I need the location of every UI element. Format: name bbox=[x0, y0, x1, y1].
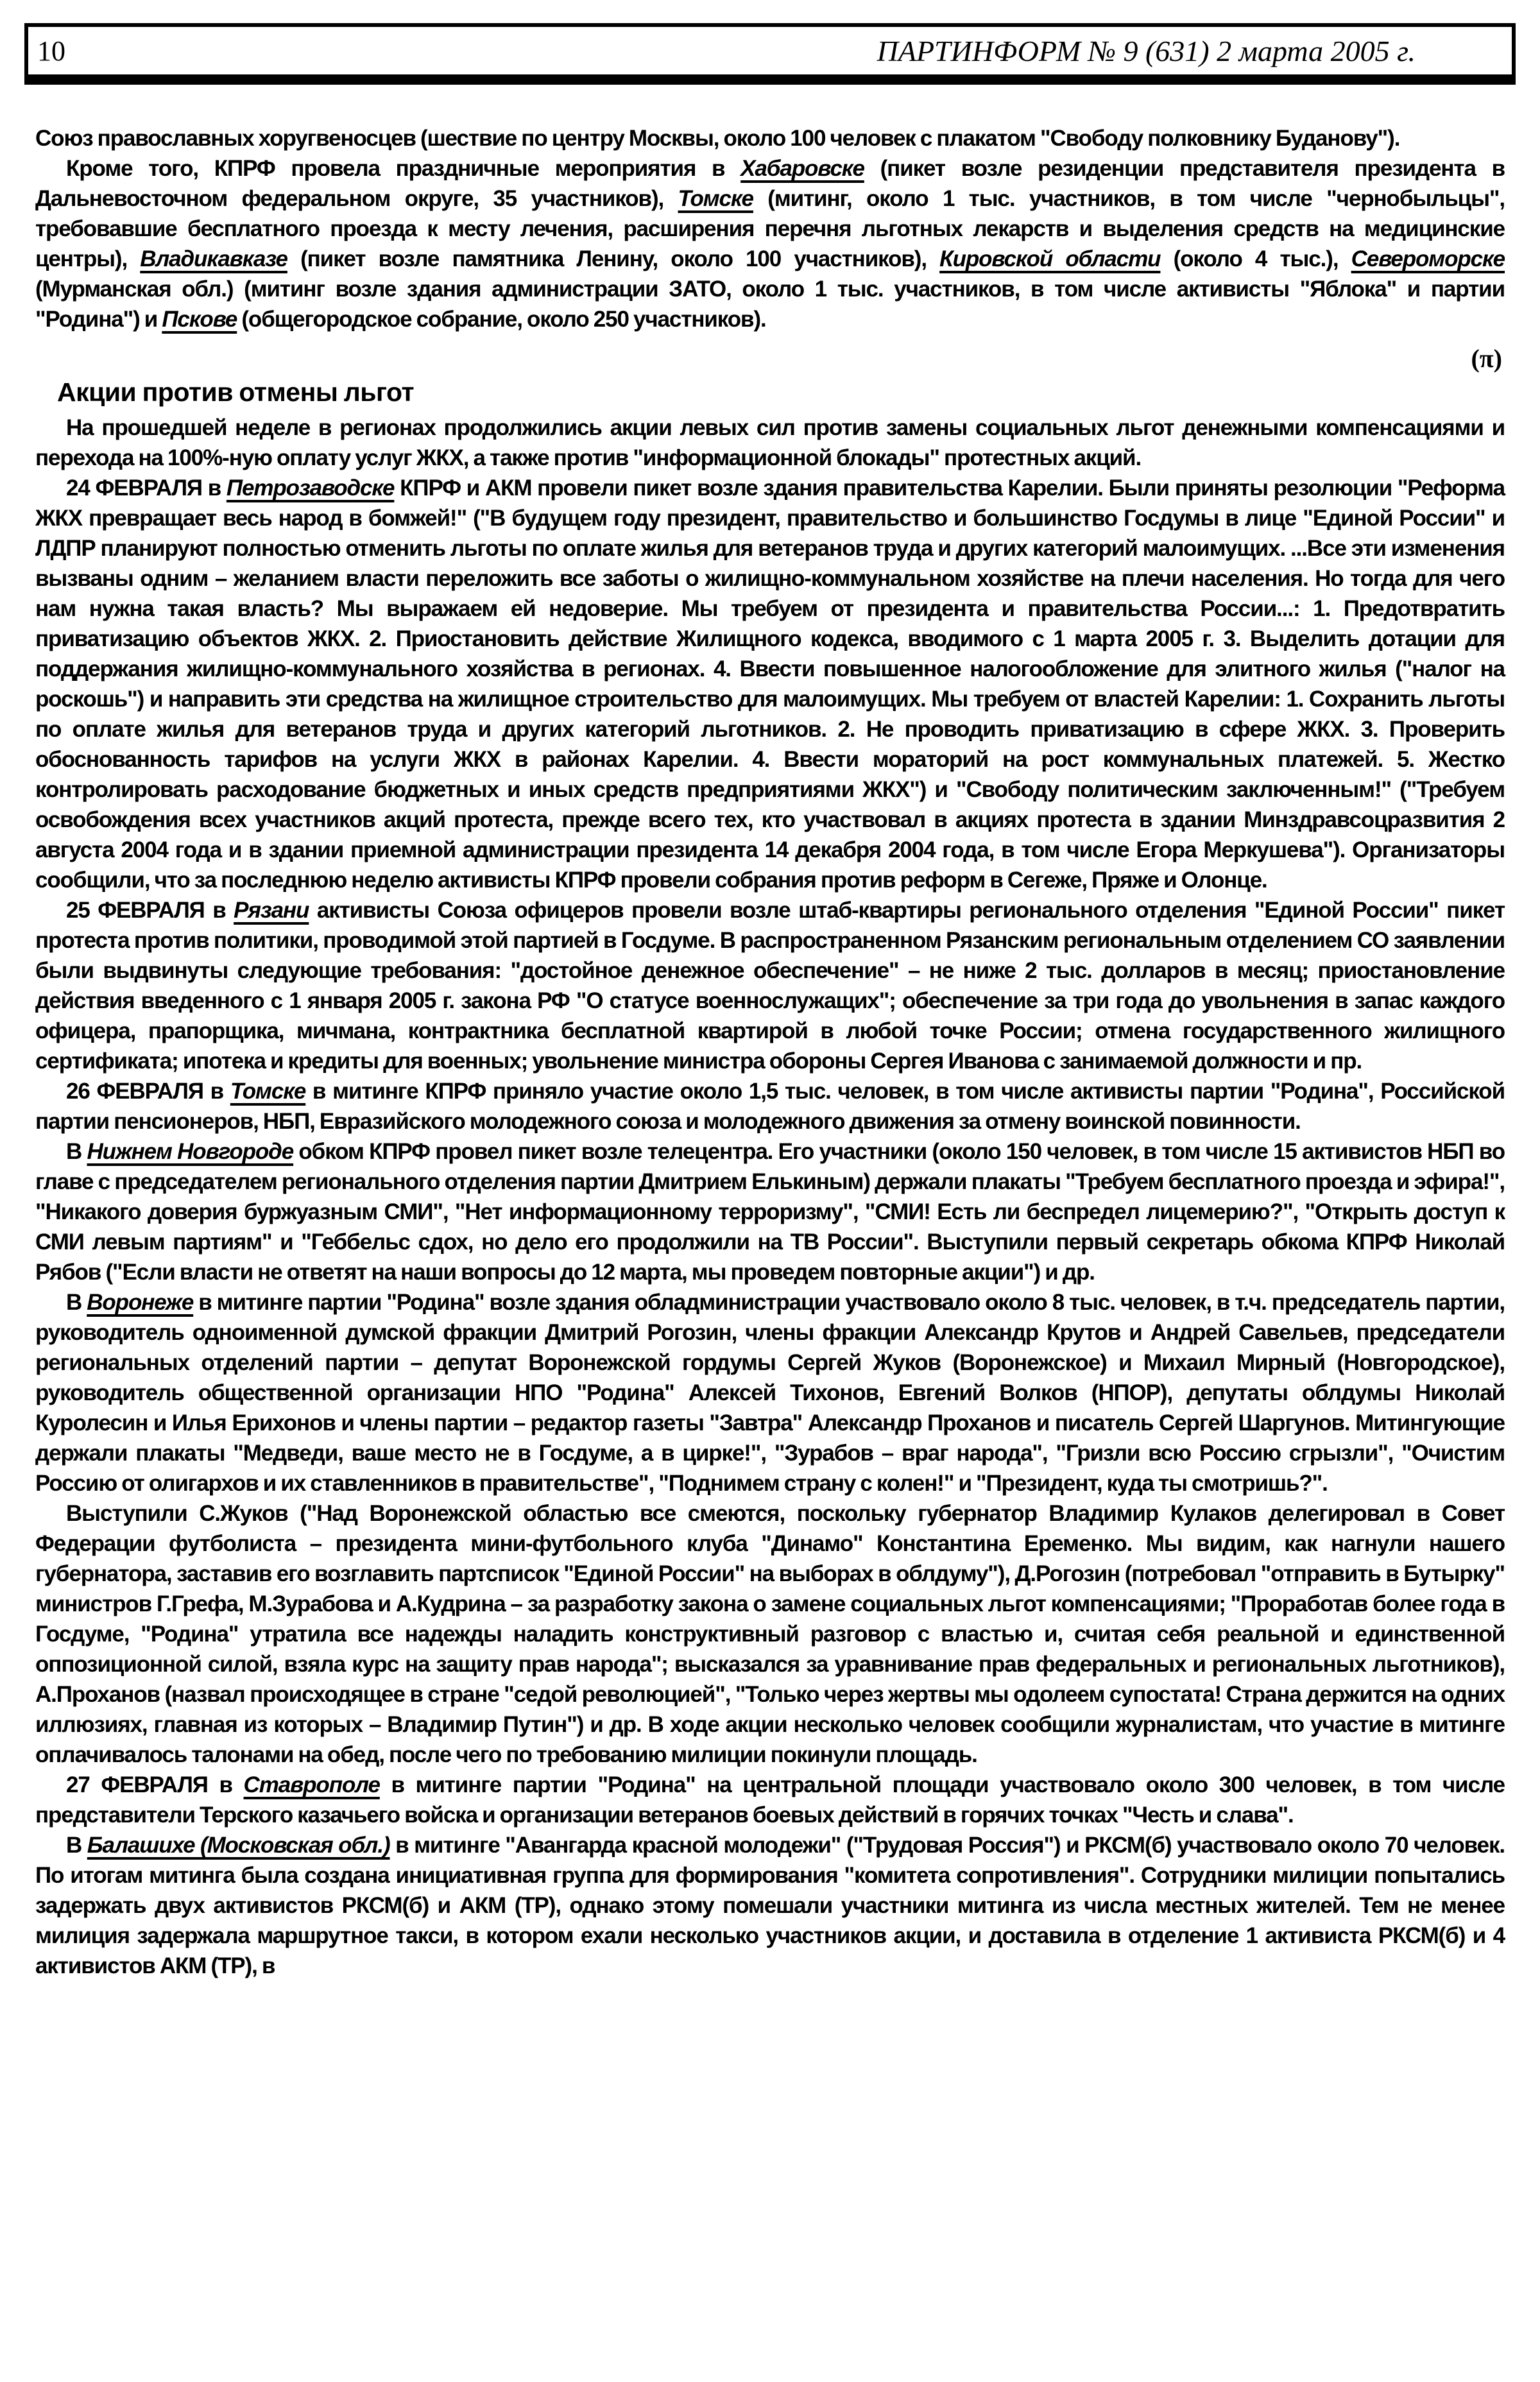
text-run: (митинг, около 1 тыс. участников, в том числе "чернобыльцы", требовавшие бесплатного проезда к месту лечения, расширения перечня льготных лекарств и выделения средств на медицинские центры), bbox=[35, 186, 1505, 271]
text-run: в митинге "Авангарда красной молодежи" ("Трудовая Россия") и РКСМ(б) участвовало около 70 человек. По итогам митинга была создана инициативная группа для формирования "комитета сопротивления". Сотрудники милиции попытались задержать двух активистов РКСМ(б) и АКМ (ТР), однако этому помешали участники митинга из числа местных жителей. Тем не менее милиция задержала маршрутное такси, в котором ехали несколько участников акции, и доставила в отделение 1 активиста РКСМ(б) и 4 активистов АКМ (ТР), в bbox=[35, 1833, 1505, 1978]
paragraph-kprf-events bbox=[35, 153, 1505, 334]
place-name: Пскове bbox=[162, 307, 237, 332]
place-name: Хабаровске bbox=[740, 156, 864, 181]
text-run: КПРФ и АКМ провели пикет возле здания правительства Карелии. Были приняты резолюции "Реформа ЖКХ превращает весь народ в бомжей!" ("В будущем году президент, правительство и большинство Госдумы в лице "Единой России" и ЛДПР планируют полностью отменить льготы по оплате жилья для ветеранов труда и других категорий малоимущих. ...Все эти изменения вызваны одним – желанием власти переложить все заботы о жилищно-коммунальном хозяйстве на плечи населения. Но тогда для чего нам нужна такая власть? Мы выражаем ей недоверие. Мы требуем от президента и правительства России...: 1. Предотвратить приватизацию объектов ЖКХ. 2. Приостановить действие Жилищного кодекса, вводимого с 1 марта 2005 г. 3. Выделить дотации для поддержания жилищно-коммунального хозяйства в регионах. 4. Ввести повышенное налогообложение для элитного жилья ("налог на роскошь") и направить эти средства на жилищное строительство для малоимущих. Мы требуем от властей Карелии: 1. Сохранить льготы по оплате жилья для ветеранов труда и других категорий льготников. 2. Не проводить приватизацию в сфере ЖКХ. 3. Проверить обоснованность тарифов на услуги ЖКХ в районах Карелии. 4. Ввести мораторий на рост коммунальных платежей. 5. Жестко контролировать расходование бюджетных и иных средств предприятиями ЖКХ") и "Свободу политическим заключенным!" ("Требуем освобождения всех участников акций протеста, прежде всего тех, кто участвовал в акциях протеста в здании Минздравсоцразвития 2 августа 2004 года и в здании приемной администрации президента 14 декабря 2004 года, в том числе Егора Меркушева"). Организаторы сообщили, что за последнюю неделю активисты КПРФ провели собрания против реформ в Сегеже, Пряже и Олонце. bbox=[35, 476, 1505, 893]
place-name: Рязани bbox=[234, 898, 309, 923]
place-name: Балашихе (Московская обл.) bbox=[87, 1833, 390, 1858]
text-run: В bbox=[66, 1833, 87, 1858]
section-end-marker: (π) bbox=[1471, 344, 1502, 373]
place-name: Нижнем Новгороде bbox=[87, 1139, 294, 1164]
place-name: Воронеже bbox=[87, 1290, 194, 1315]
paragraph-25-february-ryazan bbox=[35, 895, 1505, 1076]
text-run: в митинге КПРФ приняло участие около 1,5 тыс. человек, в том числе активисты партии "Родина", Российской партии пенсионеров, НБП, Евразийского молодежного союза и молодежного движения за отмену воинской повинности. bbox=[35, 1079, 1505, 1134]
text-run: В bbox=[66, 1290, 87, 1315]
paragraph-voronezh bbox=[35, 1287, 1505, 1498]
place-name: Североморске bbox=[1351, 246, 1505, 271]
text-run: (пикет возле резиденции представителя президента в Дальневосточном федеральном округе, 35 участников), bbox=[35, 156, 1505, 211]
text-run: (Мурманская обл.) (митинг возле здания администрации ЗАТО, около 1 тыс. участников, в том числе активисты "Яблока" и партии "Родина") и bbox=[35, 277, 1505, 332]
page-header bbox=[24, 23, 1516, 85]
paragraph-nizhny-novgorod bbox=[35, 1136, 1505, 1287]
text-run: (пикет возле памятника Ленину, около 100 участников), bbox=[287, 246, 940, 271]
paragraph-24-february-petrozavodsk bbox=[35, 473, 1505, 895]
text-run: обком КПРФ провел пикет возле телецентра. Его участники (около 150 человек, в том числе 15 активистов НБП во главе с председателем регионального отделения партии Дмитрием Елькиным) держали плакаты "Требуем бесплатного проезда и эфира!", "Никакого доверия буржуазным СМИ", "Нет информационному терроризму", "СМИ! Есть ли беспредел лицемерию?", "Открыть доступ к СМИ левым партиям" и "Геббельс сдох, но дело его продолжили на ТВ России". Выступили первый секретарь обкома КПРФ Николай Рябов ("Если власти не ответят на наши вопросы до 12 марта, мы проведем повторные акции") и др. bbox=[35, 1139, 1505, 1285]
text-run: 27 ФЕВРАЛЯ в bbox=[66, 1772, 244, 1797]
text-run: На прошедшей неделе в регионах продолжились акции левых сил против замены социальных льгот денежными компенсациями и перехода на 100%-ную оплату услуг ЖКХ, а также против "информационной блокады" протестных акций. bbox=[35, 415, 1505, 470]
text-run: Союз православных хоругвеносцев (шествие по центру Москвы, около 100 человек с плакатом "Свободу полковнику Буданову"). bbox=[35, 126, 1400, 151]
text-run: 25 ФЕВРАЛЯ в bbox=[66, 898, 234, 923]
text-run: (общегородское собрание, около 250 участников). bbox=[237, 307, 766, 332]
text-run: (около 4 тыс.), bbox=[1160, 246, 1351, 271]
place-name: Ставрополе bbox=[243, 1772, 380, 1797]
page-number: 10 bbox=[37, 35, 65, 67]
place-name: Кировской области bbox=[939, 246, 1161, 271]
text-run: Кроме того, КПРФ провела праздничные мероприятия в bbox=[66, 156, 741, 181]
text-run: активисты Союза офицеров провели возле штаб-квартиры регионального отделения "Единой России" пикет протеста против политики, проводимой этой партией в Госдуме. В распространенном Рязанским региональным отделением СО заявлении были выдвинуты следующие требования: "достойное денежное обеспечение" – не ниже 2 тыс. долларов в месяц; приостановление действия введенного с 1 января 2005 г. закона РФ "О статусе военнослужащих"; обеспечение за три года до увольнения в запас каждого офицера, прапорщика, мичмана, контрактника бесплатной квартирой в любой точке России; отмена государственного жилищного сертификата; ипотека и кредиты для военных; увольнение министра обороны Сергея Иванова с занимаемой должности и пр. bbox=[35, 898, 1505, 1074]
text-run: 24 ФЕВРАЛЯ в bbox=[66, 476, 227, 501]
paragraph-intro bbox=[35, 413, 1505, 473]
newsletter-title: ПАРТИНФОРМ № 9 (631) 2 марта 2005 г. bbox=[877, 34, 1416, 67]
place-name: Петрозаводске bbox=[226, 476, 395, 501]
paragraph-27-february-stavropol bbox=[35, 1770, 1505, 1830]
text-run: Выступили С.Жуков ("Над Воронежской областью все смеются, поскольку губернатор Владимир Кулаков делегировал в Совет Федерации футболиста – президента мини-футбольного клуба "Динамо" Константина Еременко. Мы видим, как нагнули нашего губернатора, заставив его возглавить партсписок "Единой России" на выборах в облдуму"), Д.Рогозин (потребовал "отправить в Бутырку" министров Г.Грефа, М.Зурабова и А.Кудрина – за разработку закона о замене социальных льгот компенсациями; "Проработав более года в Госдуме, "Родина" утратила все надежды наладить конструктивный разговор с властью и, считая себя реальной и единственной оппозиционной силой, взяла курс на защиту прав народа"; высказался за уравнивание прав федеральных и региональных льготников), А.Проханов (назвал происходящее в стране "седой революцией", "Только через жертвы мы одолеем супостата! Страна держится на одних иллюзиях, главная из которых – Владимир Путин") и др. В ходе акции несколько человек сообщили журналистам, что участие в митинге оплачивалось талонами на обед, после чего по требованию милиции покинули площадь. bbox=[35, 1501, 1505, 1767]
text-run: в митинге партии "Родина" возле здания обладминистрации участвовало около 8 тыс. человек, в т.ч. председатель партии, руководитель одноименной думской фракции Дмитрий Рогозин, члены фракции Александр Крутов и Андрей Савельев, председатели региональных отделений партии – депутат Воронежской гордумы Сергей Жуков (Воронежское) и Михаил Мирный (Новгородское), руководитель общественной организации НПО "Родина" Алексей Тихонов, Евгений Волков (НПОР), депутаты облдумы Николай Куролесин и Илья Ерихонов и члены партии – редактор газеты "Завтра" Александр Проханов и писатель Сергей Шаргунов. Митингующие держали плакаты "Медведи, ваше место не в Госдуме, а в цирке!", "Зурабов – враг народа", "Гризли всю Россию сгрызли", "Очистим Россию от олигархов и их ставленников в правительстве", "Поднимем страну с колен!" и "Президент, куда ты смотришь?". bbox=[35, 1290, 1505, 1496]
place-name: Томске bbox=[678, 186, 753, 211]
place-name: Томске bbox=[230, 1079, 306, 1104]
text-run: В bbox=[66, 1139, 87, 1164]
text-run: в митинге партии "Родина" на центральной площади участвовало около 300 человек, в том числе представители Терского казачьего войска и организации ветеранов боевых действий в горячих точках "Честь и слава". bbox=[35, 1772, 1505, 1828]
paragraph-voronezh-speeches bbox=[35, 1498, 1505, 1770]
place-name: Владикавказе bbox=[140, 246, 287, 271]
section-heading: Акции против отмены льгот bbox=[57, 377, 415, 407]
paragraph-balashikha bbox=[35, 1830, 1505, 1981]
article-body bbox=[35, 123, 1505, 1981]
paragraph-continuation bbox=[35, 123, 1505, 153]
paragraph-26-february-tomsk bbox=[35, 1076, 1505, 1136]
text-run: 26 ФЕВРАЛЯ в bbox=[66, 1079, 230, 1104]
